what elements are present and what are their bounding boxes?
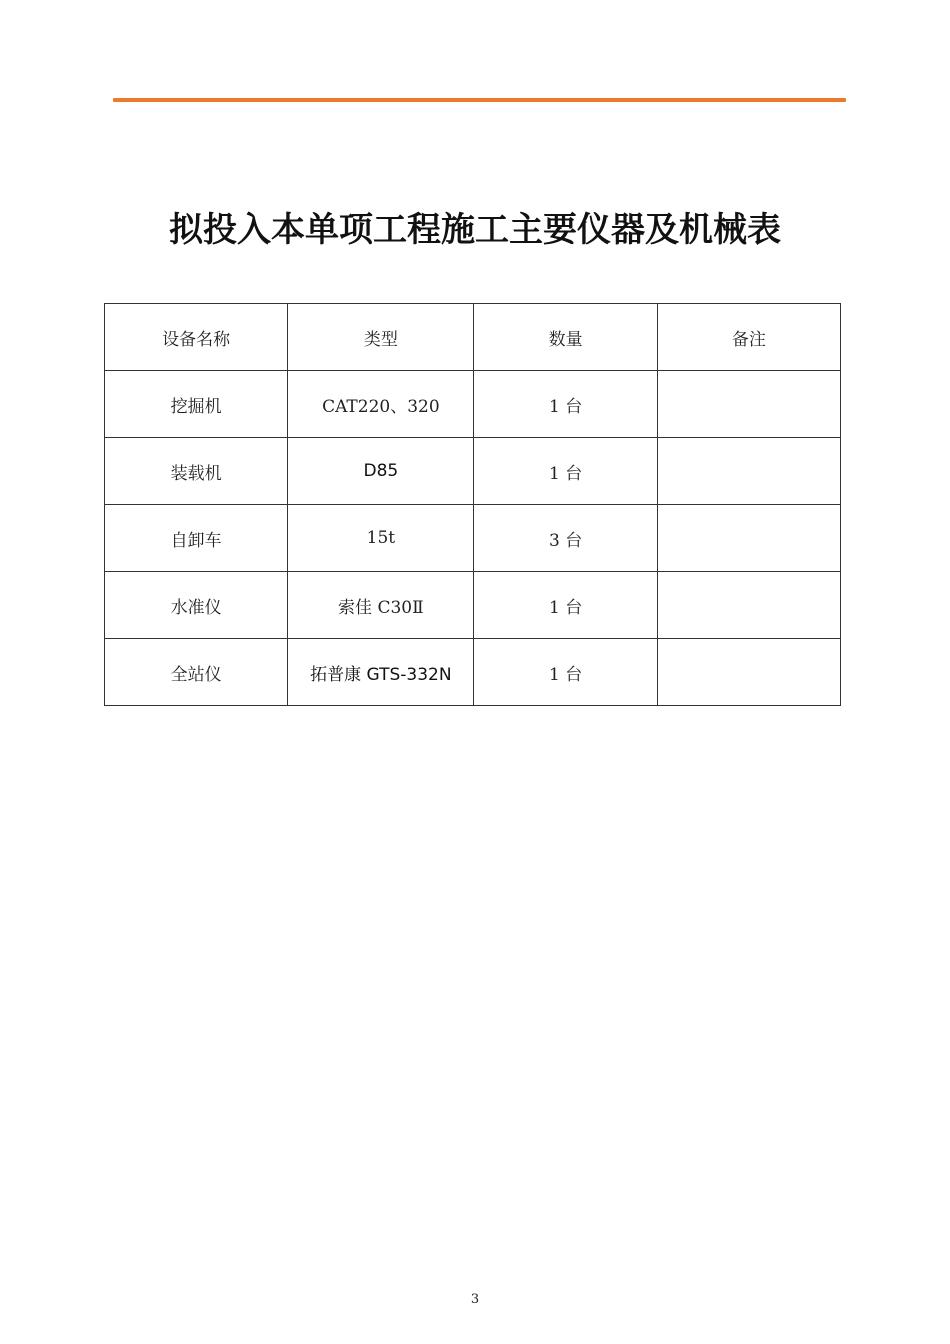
header-rule [113,98,846,102]
cell-remarks [657,572,840,639]
cell-type: 索佳 C30Ⅱ [288,572,474,639]
cell-type: 拓普康 GTS-332N [288,639,474,706]
cell-quantity: 1 台 [474,639,657,706]
table-row [105,572,841,639]
table-row [105,505,841,572]
table-header-row [105,304,841,371]
cell-type: 15t [288,505,474,572]
cell-remarks [657,639,840,706]
document-title: 拟投入本单项工程施工主要仪器及机械表 [169,210,781,250]
cell-type: CAT220、320 [288,371,474,438]
equipment-table [104,303,841,706]
cell-equipment-name: 挖掘机 [105,371,288,438]
header-quantity: 数量 [474,304,657,371]
cell-equipment-name: 全站仪 [105,639,288,706]
header-remarks: 备注 [657,304,840,371]
cell-equipment-name: 自卸车 [105,505,288,572]
cell-remarks [657,438,840,505]
page-number: 3 [470,1292,480,1307]
table-row [105,371,841,438]
cell-equipment-name: 装载机 [105,438,288,505]
header-equipment-name: 设备名称 [105,304,288,371]
cell-remarks [657,505,840,572]
cell-quantity: 3 台 [474,505,657,572]
cell-equipment-name: 水准仪 [105,572,288,639]
table-row [105,639,841,706]
cell-remarks [657,371,840,438]
cell-quantity: 1 台 [474,371,657,438]
cell-quantity: 1 台 [474,438,657,505]
cell-quantity: 1 台 [474,572,657,639]
cell-type: D85 [288,438,474,505]
header-type: 类型 [288,304,474,371]
table-row [105,438,841,505]
